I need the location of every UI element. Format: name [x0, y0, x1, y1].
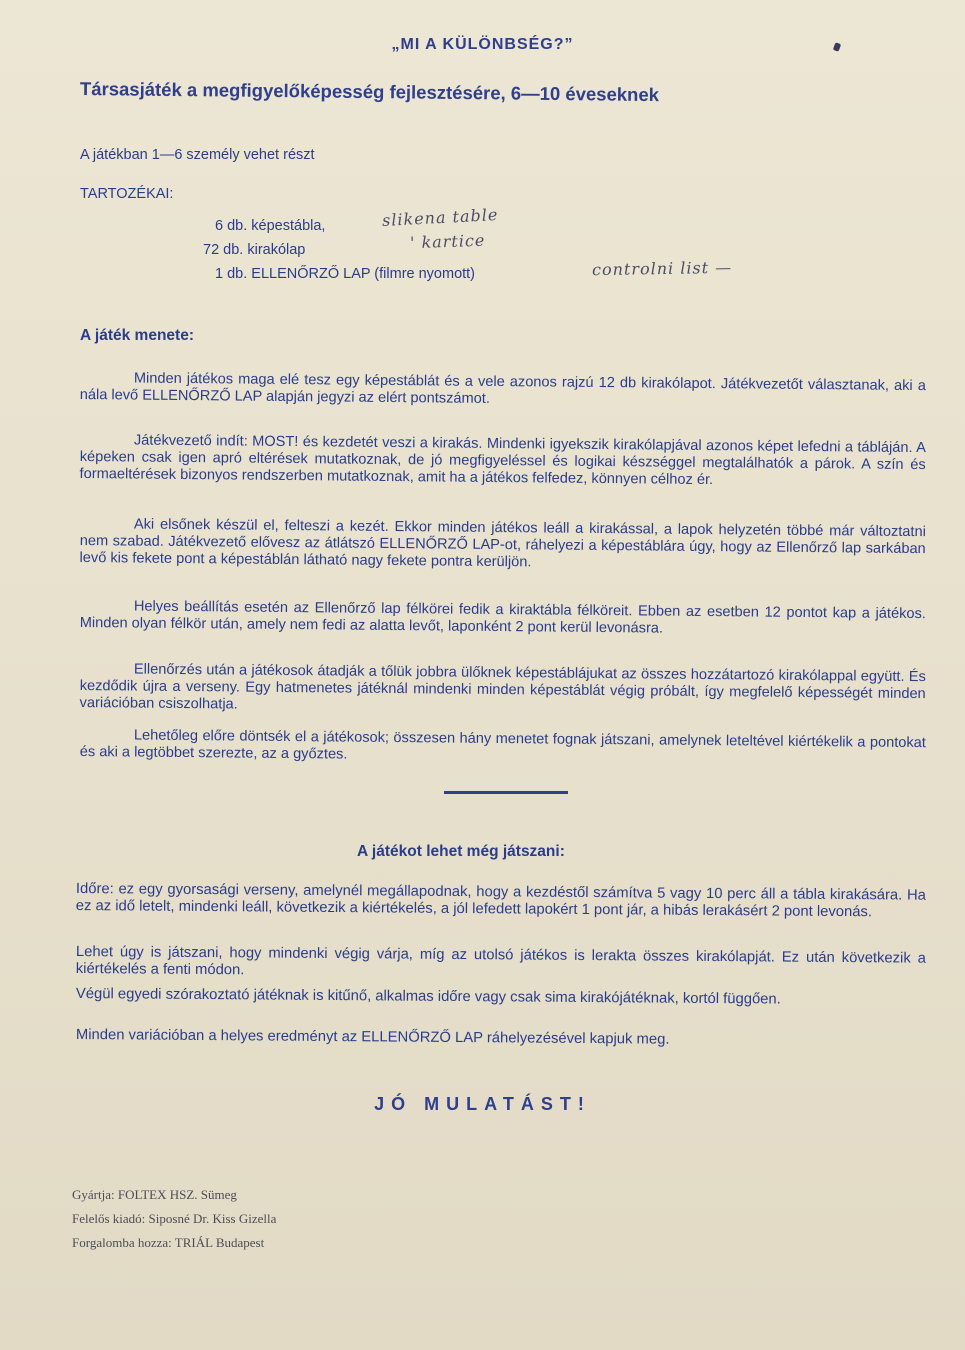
accessory-item: 72 db. kirakólap — [203, 242, 306, 258]
credit-publisher: Felelős kiadó: Siposné Dr. Kiss Gizella — [72, 1211, 277, 1226]
credit-distributor: Forgalomba hozza: TRIÁL Budapest — [72, 1235, 265, 1250]
paragraph-text: Játékvezető indít: MOST! és kezdetét veszi a kirakás. Mindenki igyekszik kirakólapjával azonos képet lefedni a tábláján. A képeken csak igen apró eltérések mutatkoznak, de jó megfigyeléssel és logikai készséggel megtalálhatók a párok. A szín és formaeltérések bizonyos rendszerben mutatkoznak, amit ha a játékos felfedez, könnyen célhoz ér. — [79, 432, 926, 489]
page-title: „MI A KÜLÖNBSÉG?” — [391, 36, 574, 53]
accessories-label: TARTOZÉKAI: — [80, 186, 174, 202]
paragraph-text: Helyes beállítás esetén az Ellenőrző lap félkörei fedik a kiraktábla félköreit. Ebben az esetben 12 pontot kap a játékos. Minden olyan félkör után, amely nem fedi az alatta levőt, laponként 2 pont kerül levonásra. — [79, 598, 926, 637]
paragraph-text: Aki elsőnek készül el, felteszi a kezét. Ekkor minden játékos leáll a kirakással, a lapok helyzetén többé már változtatni nem szabad. Játékvezető elővesz az átlátszó ELLENŐRZŐ LAP-ot, ráhelyezi a képestáblára úgy, hogy az Ellenőrző lap sarkában levő kis fekete pont a képestáblán látható nagy fekete pontra kerüljön. — [79, 516, 926, 571]
credit-manufacturer: Gyártja: FOLTEX HSZ. Sümeg — [72, 1187, 237, 1202]
variant-paragraph: Lehet úgy is játszani, hogy mindenki végig várja, míg az utolsó játékos is lerakta összes kirakólapját. Ez után következik a kiértékelés a fenti módon. — [75, 944, 926, 979]
variant-paragraph: Minden variációban a helyes eredményt az ELLENŐRZŐ LAP ráhelyezésével kapjuk meg. — [75, 1027, 670, 1048]
paragraph-text: Ellenőrzés után a játékosok átadják a tőlük jobbra ülőknek képestáblájukat az összes hozzátartozó kirakólappal együtt. És kezdődik újra a verseny. Egy hatmenetes játéknál mindenki minden képestáblát végig próbált, így megfelelő képességét minden variációban csiszolhatja. — [79, 661, 926, 713]
page-subtitle: Társasjáték a megfigyelőképesség fejlesztésére, 6—10 éveseknek — [79, 78, 660, 106]
player-count-text: A játékban 1—6 személy vehet részt — [80, 147, 315, 163]
game-flow-paragraph — [80, 661, 926, 720]
accessory-item: 1 db. ELLENŐRZŐ LAP (filmre nyomott) — [215, 266, 476, 282]
game-flow-paragraph — [80, 598, 926, 640]
variant-paragraph: Végül egyedi szórakoztató játéknak is kitűnő, alkalmas időre vagy csak sima kirakójátéknak, kortól függően. — [75, 986, 781, 1008]
game-flow-paragraph — [80, 516, 926, 575]
game-flow-paragraph — [80, 370, 926, 412]
accessory-item: 6 db. képestábla, — [215, 218, 326, 234]
variant-paragraph: Időre: ez egy gyorsasági verseny, amelynél megállapodnak, hogy a kezdéstől számítva 5 vagy 10 perc áll a tábla kirakására. Ha ez az idő letelt, mindenki leáll, következik a kiértékelés, a jól lefedett lapokért 1 pont jár, a hibás lerakásért 2 pont levonás. — [75, 881, 926, 921]
game-flow-paragraph — [80, 432, 926, 491]
paragraph-text: Lehetőleg előre döntsék el a játékosok; összesen hány menetet fognak játszani, amelynek leteltével kiértékelik a pontokat és aki a legtöbbet szerezte, az a győztes. — [79, 727, 926, 763]
variants-heading: A játékot lehet még játszani: — [357, 843, 565, 860]
handwritten-note: controlni list — — [591, 257, 733, 280]
handwritten-note: slikena table — [381, 204, 499, 231]
game-flow-heading: A játék menete: — [80, 327, 194, 344]
section-divider — [444, 791, 568, 794]
paragraph-text: Minden játékos maga elé tesz egy képestáblát és a vele azonos rajzú 12 db kirakólapot. Játékvezetőt választanak, aki a nála levő ELLENŐRZŐ LAP alapján jegyzi az elért pontszámot. — [79, 370, 926, 407]
handwritten-note: ' kartice — [409, 230, 486, 253]
game-flow-paragraph — [80, 727, 926, 769]
closing-text: JÓ MULATÁST! — [374, 1094, 591, 1114]
